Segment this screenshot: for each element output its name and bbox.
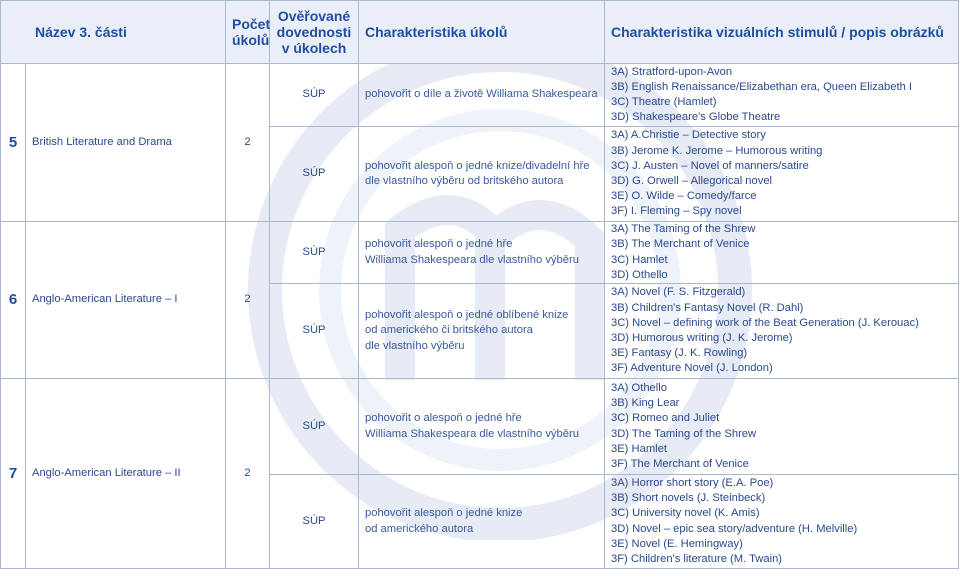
table-row	[1, 379, 959, 475]
stimulus-item: 3D) Othello	[611, 268, 668, 281]
verified-skill: SÚP	[270, 475, 359, 569]
stimulus-item: 3C) Hamlet	[611, 253, 668, 266]
task-line: pohovořit o díle a životě Williama Shakespeara	[365, 88, 598, 101]
stimulus-item: 3F) Children's literature (M. Twain)	[611, 552, 783, 565]
task-description	[359, 64, 605, 127]
header-charakteristika-stimulu: Charakteristika vizuálních stimulů / popis obrázků	[605, 1, 959, 64]
task-line: dle vlastního výběru	[365, 339, 465, 352]
stimulus-item: 3E) O. Wilde – Comedy/farce	[611, 190, 757, 203]
header-nazev: Název 3. části	[1, 1, 226, 64]
stimulus-item: 3D) The Taming of the Shrew	[611, 427, 757, 440]
header-row	[1, 1, 959, 64]
task-line: pohovořit alespoň o jedné hře	[365, 238, 513, 251]
section-number: 5	[1, 64, 26, 222]
task-count: 2	[226, 64, 270, 222]
header-overovane: Ověřované dovednosti v úkolech	[270, 1, 359, 64]
stimulus-item: 3B) Short novels (J. Steinbeck)	[611, 492, 766, 505]
task-line: pohovořit alespoň o jedné oblíbené knize	[365, 309, 569, 322]
task-line: Williama Shakespeara dle vlastního výběru	[365, 253, 579, 266]
stimulus-item: 3D) Novel – epic sea story/adventure (H. Melville)	[611, 522, 858, 535]
section-name: Anglo-American Literature – II	[26, 379, 226, 569]
verified-skill: SÚP	[270, 284, 359, 379]
stimulus-list	[605, 379, 959, 475]
verified-skill: SÚP	[270, 127, 359, 222]
section-number: 6	[1, 222, 26, 379]
stimulus-item: 3F) Adventure Novel (J. London)	[611, 362, 773, 375]
table-row	[1, 222, 959, 284]
stimulus-list	[605, 475, 959, 569]
stimulus-item: 3F) The Merchant of Venice	[611, 457, 749, 470]
header-charakteristika-ukolu: Charakteristika úkolů	[359, 1, 605, 64]
task-description	[359, 379, 605, 475]
stimulus-item: 3B) King Lear	[611, 397, 680, 410]
stimulus-item: 3B) Jerome K. Jerome – Humorous writing	[611, 144, 823, 157]
stimulus-item: 3B) The Merchant of Venice	[611, 238, 750, 251]
task-line: pohovořit alespoň o jedné knize/divadelní hře	[365, 159, 590, 172]
task-count: 2	[226, 222, 270, 379]
stimulus-item: 3C) Romeo and Juliet	[611, 412, 720, 425]
stimulus-item: 3A) Stratford-upon-Avon	[611, 65, 733, 78]
task-line: od amerického autora	[365, 522, 474, 535]
stimulus-item: 3A) Othello	[611, 381, 667, 394]
stimulus-item: 3E) Novel (E. Hemingway)	[611, 537, 743, 550]
stimulus-item: 3B) English Renaissance/Elizabethan era, Queen Elizabeth I	[611, 80, 913, 93]
header-pocet: Počet úkolů	[226, 1, 270, 64]
section-name: British Literature and Drama	[26, 64, 226, 222]
stimulus-list	[605, 284, 959, 379]
section-name: Anglo-American Literature – I	[26, 222, 226, 379]
task-line: Williama Shakespeara dle vlastního výběru	[365, 427, 579, 440]
stimulus-item: 3C) Theatre (Hamlet)	[611, 96, 717, 108]
task-description	[359, 222, 605, 284]
stimulus-item: 3C) J. Austen – Novel of manners/satire	[611, 159, 809, 172]
stimulus-item: 3A) Horror short story (E.A. Poe)	[611, 476, 774, 489]
task-line: od amerického či britského autora	[365, 324, 533, 337]
stimulus-item: 3A) A.Christie – Detective story	[611, 129, 766, 142]
stimulus-item: 3C) University novel (K. Amis)	[611, 507, 760, 520]
stimulus-item: 3E) Hamlet	[611, 442, 667, 455]
verified-skill: SÚP	[270, 222, 359, 284]
task-count: 2	[226, 379, 270, 569]
stimulus-item: 3D) G. Orwell – Allegorical novel	[611, 175, 773, 187]
stimulus-list	[605, 127, 959, 222]
task-line: pohovořit o alespoň o jedné hře	[365, 412, 522, 425]
stimulus-item: 3D) Humorous writing (J. K. Jerome)	[611, 332, 793, 344]
table-body	[1, 64, 959, 569]
section-number: 7	[1, 379, 26, 569]
verified-skill: SÚP	[270, 64, 359, 127]
stimulus-item: 3F) I. Fleming – Spy novel	[611, 205, 742, 218]
stimulus-item: 3D) Shakespeare's Globe Theatre	[611, 111, 781, 124]
verified-skill: SÚP	[270, 379, 359, 475]
stimulus-item: 3A) Novel (F. S. Fitzgerald)	[611, 286, 746, 299]
task-line: pohovořit alespoň o jedné knize	[365, 507, 523, 520]
task-line: dle vlastního výběru od britského autora	[365, 175, 564, 187]
stimulus-item: 3B) Children's Fantasy Novel (R. Dahl)	[611, 301, 804, 314]
stimulus-list	[605, 64, 959, 127]
stimulus-list	[605, 222, 959, 284]
task-description	[359, 127, 605, 222]
stimulus-item: 3C) Novel – defining work of the Beat Generation (J. Kerouac)	[611, 316, 919, 329]
table-row	[1, 64, 959, 127]
task-description	[359, 475, 605, 569]
stimulus-item: 3E) Fantasy (J. K. Rowling)	[611, 347, 748, 360]
stimulus-item: 3A) The Taming of the Shrew	[611, 223, 756, 236]
task-description	[359, 284, 605, 379]
